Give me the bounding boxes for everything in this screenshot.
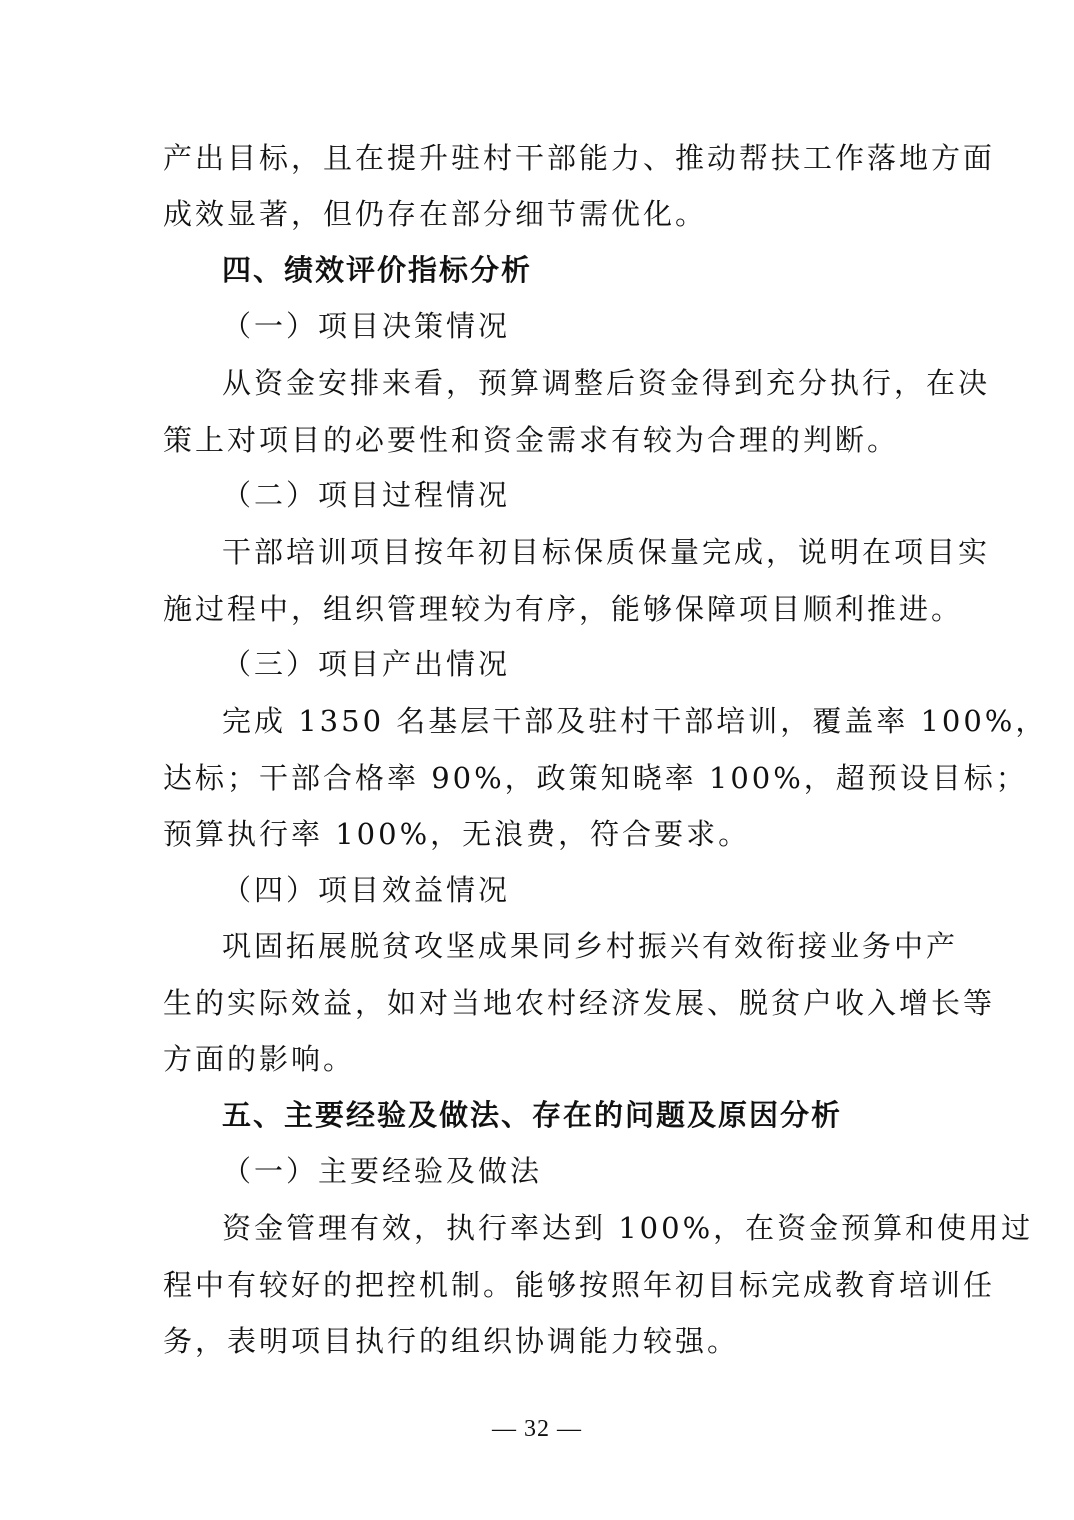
- subsection-heading: （四）项目效益情况: [222, 873, 511, 907]
- body-text-line: 从资金安排来看，预算调整后资金得到充分执行，在决: [222, 366, 991, 400]
- subsection-heading: （二）项目过程情况: [222, 478, 511, 512]
- body-text-line: 施过程中，组织管理较为有序，能够保障项目顺利推进。: [163, 592, 964, 626]
- body-text-line: 完成 1350 名基层干部及驻村干部培训，覆盖率 100%，: [222, 704, 1048, 738]
- body-text-line: 务，表明项目执行的组织协调能力较强。: [163, 1324, 740, 1358]
- body-text-line: 生的实际效益，如对当地农村经济发展、脱贫户收入增长等: [163, 986, 996, 1020]
- page-number: — 32 —: [492, 1416, 582, 1442]
- body-text-line: 达标；干部合格率 90%，政策知晓率 100%，超预设目标；: [163, 761, 1028, 795]
- body-text-line: 方面的影响。: [163, 1042, 356, 1076]
- body-text-line: 预算执行率 100%，无浪费，符合要求。: [163, 817, 751, 851]
- body-text-line: 策上对项目的必要性和资金需求有较为合理的判断。: [163, 423, 900, 457]
- section-heading: 五、主要经验及做法、存在的问题及原因分析: [222, 1098, 843, 1132]
- subsection-heading: （一）项目决策情况: [222, 309, 511, 343]
- subsection-heading: （三）项目产出情况: [222, 647, 511, 681]
- body-text-line: 成效显著，但仍存在部分细节需优化。: [163, 197, 708, 231]
- subsection-heading: （一）主要经验及做法: [222, 1154, 543, 1188]
- section-heading: 四、绩效评价指标分析: [222, 253, 533, 287]
- body-text-line: 产出目标，且在提升驻村干部能力、推动帮扶工作落地方面: [163, 141, 996, 175]
- body-text-line: 资金管理有效，执行率达到 100%，在资金预算和使用过: [222, 1211, 1034, 1245]
- body-text-line: 巩固拓展脱贫攻坚成果同乡村振兴有效衔接业务中产: [222, 929, 959, 963]
- body-text-line: 程中有较好的把控机制。能够按照年初目标完成教育培训任: [163, 1268, 996, 1302]
- body-text-line: 干部培训项目按年初目标保质保量完成，说明在项目实: [222, 535, 991, 569]
